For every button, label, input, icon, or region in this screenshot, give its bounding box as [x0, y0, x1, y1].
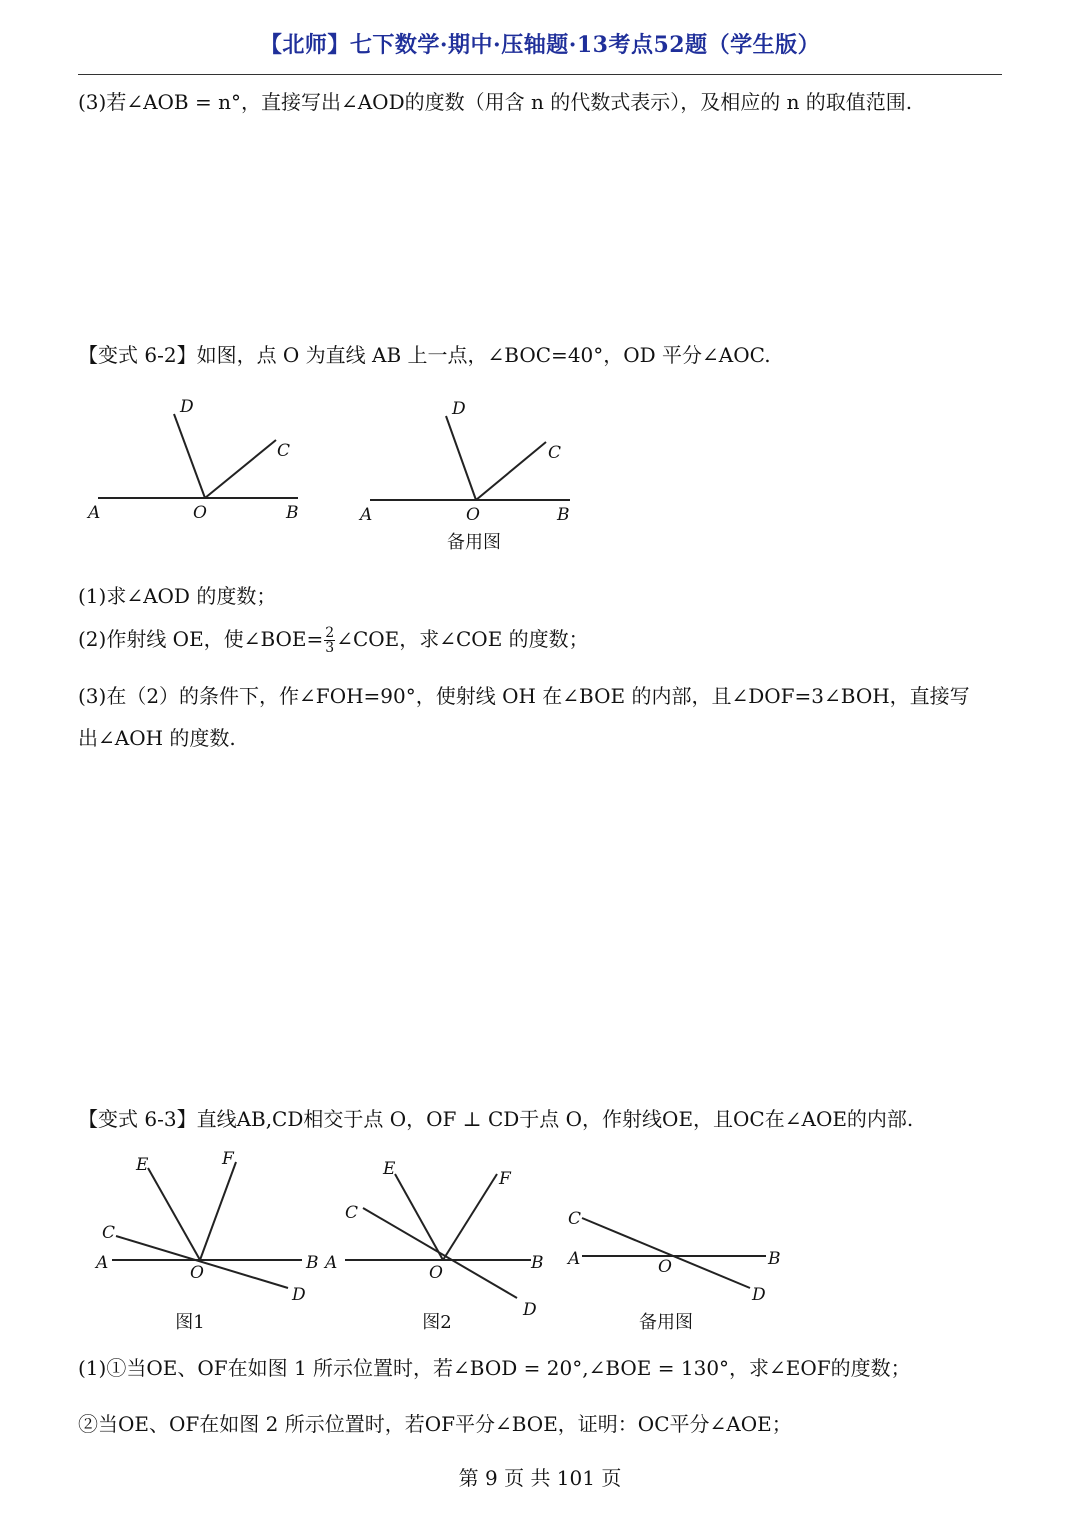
label-b: B	[531, 1253, 544, 1273]
variant-6-2-q3-line1: (3)在（2）的条件下，作∠FOH=90°，使射线 OH 在∠BOE 的内部，且∠DOF=3∠BOH，直接写	[78, 684, 970, 708]
variant-6-3-backup-figure	[560, 1196, 800, 1338]
prev-question-3: (3)若∠AOB = n°，直接写出∠AOD的度数（用含 n 的代数式表示），及相应的 n 的取值范围.	[78, 90, 913, 114]
label-c: C	[277, 441, 291, 461]
label-d: D	[523, 1300, 537, 1320]
variant-6-2-q1: (1)求∠AOD 的度数；	[78, 584, 277, 608]
label-f: F	[222, 1149, 234, 1169]
variant-6-2-q2	[78, 626, 589, 655]
label-f: F	[499, 1169, 511, 1189]
label-d: D	[452, 399, 466, 419]
label-e: E	[136, 1155, 149, 1175]
label-b: B	[306, 1253, 319, 1273]
label-o: O	[193, 503, 207, 523]
page-number: 第 9 页 共 101 页	[458, 1466, 622, 1490]
label-a: A	[360, 505, 373, 525]
variant-6-3-figure-1	[90, 1148, 330, 1338]
fraction-denominator: 3	[325, 640, 335, 656]
header-divider	[78, 74, 1002, 75]
figure-caption: 图2	[422, 1312, 452, 1333]
variant-6-2-figure	[80, 390, 310, 530]
label-o: O	[429, 1263, 443, 1283]
variant-6-3-figure-2	[325, 1148, 555, 1338]
variant-6-2-title: 【变式 6-2】如图，点 O 为直线 AB 上一点，∠BOC=40°，OD 平分∠AOC.	[78, 343, 771, 367]
figure-caption: 备用图	[639, 1312, 693, 1333]
variant-6-3-q1-1: (1)①当OE、OF在如图 1 所示位置时，若∠BOD = 20°,∠BOE = 130°，求∠EOF的度数；	[78, 1356, 911, 1380]
label-c: C	[548, 443, 562, 463]
figure-caption: 图1	[175, 1312, 205, 1333]
q2-text-before: (2)作射线 OE，使∠BOE=	[78, 627, 324, 651]
label-c: C	[102, 1223, 116, 1243]
variant-6-3-q1-2: ②当OE、OF在如图 2 所示位置时，若OF平分∠BOE，证明：OC平分∠AOE；	[78, 1412, 792, 1436]
label-a: A	[325, 1253, 338, 1273]
fraction-numerator: 2	[325, 625, 335, 641]
label-d: D	[180, 397, 194, 417]
document-header: 【北师】七下数学·期中·压轴题·13考点52题（学生版）	[259, 32, 821, 58]
label-b: B	[768, 1249, 781, 1269]
variant-6-2-q3-line2: 出∠AOH 的度数.	[78, 726, 236, 750]
label-b: B	[557, 505, 570, 525]
label-d: D	[292, 1285, 306, 1305]
label-o: O	[190, 1263, 204, 1283]
figure-caption: 备用图	[447, 532, 501, 553]
label-b: B	[286, 503, 299, 523]
variant-6-3-title: 【变式 6-3】直线AB,CD相交于点 O，OF ⊥ CD于点 O，作射线OE，且OC在∠AOE的内部.	[78, 1107, 914, 1131]
label-o: O	[466, 505, 480, 525]
label-o: O	[658, 1257, 672, 1277]
variant-6-2-backup-figure	[350, 390, 590, 560]
label-e: E	[383, 1159, 396, 1179]
label-d: D	[752, 1285, 766, 1305]
label-a: A	[568, 1249, 581, 1269]
fraction-two-thirds	[324, 626, 335, 655]
label-c: C	[345, 1203, 359, 1223]
label-c: C	[568, 1209, 582, 1229]
label-a: A	[96, 1253, 109, 1273]
label-a: A	[88, 503, 101, 523]
q2-text-after: ∠COE，求∠COE 的度数；	[336, 627, 589, 651]
